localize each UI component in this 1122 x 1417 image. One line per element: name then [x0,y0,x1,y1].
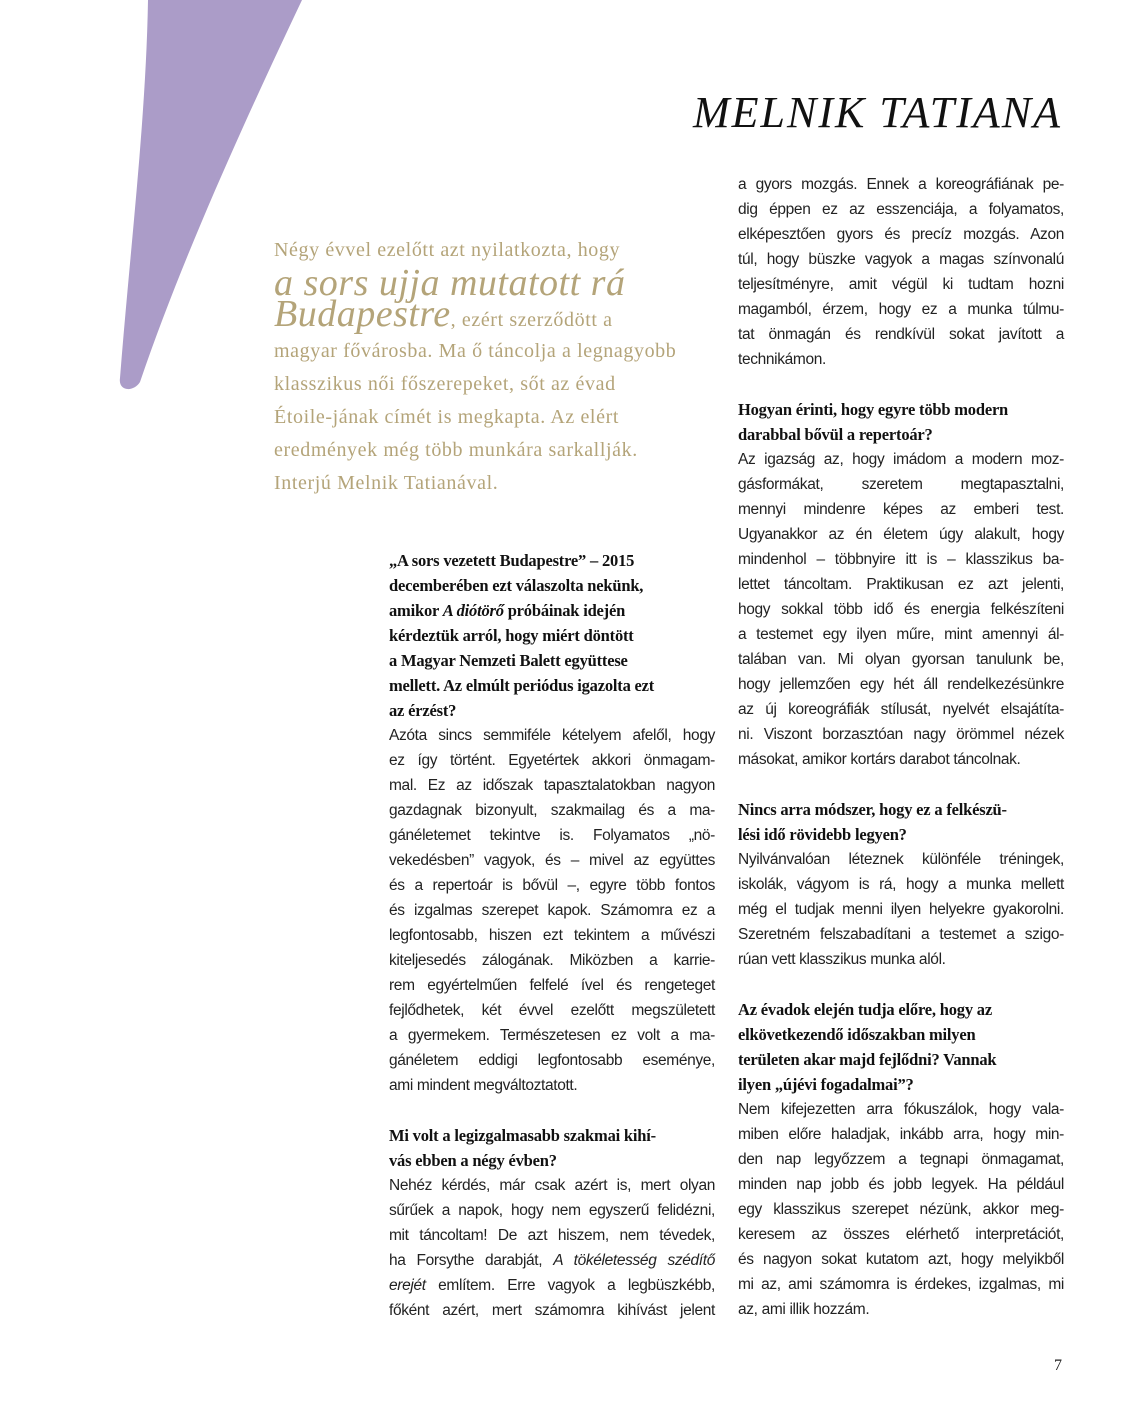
question-line: Az évadok elején tudja előre, hogy az [738,1000,992,1019]
page-title: MELNIK TATIANA [692,88,1062,138]
question-line: mellett. Az elmúlt periódus igazolta ezt [389,676,655,695]
intro-line: Négy évvel ezelőtt azt nyilatkozta, hogy [274,239,621,261]
answer-line [389,1273,715,1298]
answer-line: Az igazság az, hogy imádom a modern moz- [738,451,1064,468]
answer-line: túl, hogy büszke vagyok a magas színvonalú [738,251,1064,268]
article-column-1 [389,548,715,1348]
answer-line: főként azért, mert számomra kihívást jelent [389,1302,715,1319]
question-line: darabbal bővül a repertoár? [738,425,933,444]
qa-block [738,997,1064,1322]
qa-block [389,548,715,1098]
answer-line: Azóta sincs semmiféle kételyem afelől, hogy [389,727,715,744]
answer-line: Nyilvánvalóan léteznek különféle tréningek, [738,851,1064,868]
qa-block [738,172,1064,372]
answer-line: den nap legyőzzem a tegnapi önmagamat, [738,1151,1064,1168]
answer-line: az, ami illik hozzám. [738,1301,870,1318]
answer-line: talában van. Mi olyan gyorsan tanulunk be, [738,651,1064,668]
qa-block [738,397,1064,772]
answer-line: a testemet egy ilyen műre, mint amennyi ál- [738,626,1064,643]
text-segment: amikor [389,601,443,620]
answer-line: Ugyanakkor az én életem úgy alakult, hogy [738,526,1064,543]
answer-line: Nehéz kérdés, már csak azért is, mert olyan [389,1177,715,1194]
answer-line: mal. Ez az időszak tapasztalatokban nagyon [389,777,715,794]
answer-line: az új koreográfiák stílusát, nyelvét elsajátíta- [738,701,1064,718]
intro-rest [274,335,724,500]
intro-highlight: Budapestre [274,293,451,335]
answer-line: minden nap jobb és jobb legyek. Ha például [738,1176,1064,1193]
italic-title: A tökéletesség szédítő [553,1252,715,1269]
question-line: kérdeztük arról, hogy miért döntött [389,626,634,645]
answer-line: gazdagnak bizonyult, szakmailag és a ma- [389,802,715,819]
italic-title: erejét [389,1277,426,1294]
answer-line: Szeretném felszabadítani a testemet a szigo- [738,926,1064,943]
question-line: elkövetkezendő időszakban milyen [738,1025,976,1044]
answer-line: magamból, érzem, hogy ez a munka túlmu- [738,301,1064,318]
answer-line: mindenhol – többnyire itt is – klasszikus ba- [738,551,1064,568]
answer-line: és nagyon sokat kutatom azt, hogy melyikből [738,1251,1064,1268]
answer-line: mi az, ami számomra is érdekes, izgalmas, mi [738,1276,1064,1293]
question-line [389,598,715,623]
decorative-purple-shape [0,0,320,400]
answer-line: és a repertoár is bővül –, egyre több fontos [389,877,715,894]
answer-line: kiteljesedés zálogának. Miközben a karrie- [389,952,715,969]
answer-line: teljesítményre, amit végül ki tudtam hozni [738,276,1064,293]
answer-line: legfontosabb, hiszen ezt tekintem a művészi [389,927,715,944]
answer-line: miben előre haladjak, inkább arra, hogy min- [738,1126,1064,1143]
answer-line: hogy sokkal több idő és energia felkészíteni [738,601,1064,618]
intro-line: klasszikus női főszerepeket, sőt az évad [274,373,616,395]
intro-line: magyar fővárosba. Ma ő táncolja a legnagyobb [274,340,677,362]
intro-line: Interjú Melnik Tatianával. [274,472,499,494]
intro-line [274,293,724,335]
answer-line: ez így történt. Egyetértek akkori önmagam- [389,752,715,769]
answer-line: Nem kifejezetten arra fókuszálok, hogy vala- [738,1101,1064,1118]
question-line: Hogyan érinti, hogy egyre több modern [738,400,1009,419]
answer-line: gásformákat, szeretem megtapasztalni, [738,476,1064,493]
answer-line: rúan vett klasszikus munka alól. [738,951,946,968]
question-line: ilyen „újévi fogadalmai”? [738,1075,914,1094]
intro-highlight: a sors ujja mutatott rá [274,262,626,304]
question-line: lési idő rövidebb legyen? [738,825,907,844]
question-line: Nincs arra módszer, hogy ez a felkészü- [738,800,1007,819]
answer-line: mennyi mindenre képes az emberi test. [738,501,1064,518]
text-segment: ha Forsythe darabját, [389,1252,554,1269]
text-segment: próbáinak idején [503,601,626,620]
answer-line: sűrűek a napok, hogy nem egyszerű felidézni, [389,1202,715,1219]
answer-line: elképesztően gyors és precíz mozgás. Azon [738,226,1064,243]
question-line: decemberében ezt válaszolta nekünk, [389,576,644,595]
answer-line: ni. Viszont borzasztóan nagy örömmel nézek [738,726,1064,743]
answer-line: iskolák, vágyom is rá, hogy a munka mellett [738,876,1064,893]
answer-line: technikámon. [738,351,826,368]
intro-text: , ezért szerződött a [450,309,613,331]
answer-line: tat önmagán és rendkívül sokat javított a [738,326,1064,343]
answer-line: vekedésben” vagyok, és – mivel az együttes [389,852,715,869]
answer-line: gánéletemet tekintve is. Folyamatos „nö- [389,827,715,844]
answer-line: a gyermekem. Természetesen ez volt a ma- [389,1027,715,1044]
answer-line: hogy jellemzően egy hét áll rendelkezésünkre [738,676,1064,693]
answer-line: gánéletem eddigi legfontosabb eseménye, [389,1052,715,1069]
question-line: „A sors vezetett Budapestre” – 2015 [389,551,635,570]
question-line: területen akar majd fejlődni? Vannak [738,1050,997,1069]
answer-line: keresem az összes elérhető interpretációt, [738,1226,1064,1243]
answer-line: dig éppen ez az esszenciája, a folyamatos, [738,201,1064,218]
qa-block [738,797,1064,972]
qa-block [389,1123,715,1323]
answer-line: lettet táncoltam. Praktikusan ez azt jelenti, [738,576,1064,593]
intro-lead [274,234,724,500]
answer-line: rem egyértelműen felfelé ível és rengeteget [389,977,715,994]
question-line: Mi volt a legizgalmasabb szakmai kihí- [389,1126,656,1145]
intro-line: eredmények még több munkára sarkallják. [274,439,638,461]
answer-line: fejlődhetek, két évvel ezelőtt megszületett [389,1002,715,1019]
answer-line: mit táncoltam! De azt hiszem, nem tévedek, [389,1227,715,1244]
page-number: 7 [1054,1357,1062,1374]
text-segment: említem. Erre vagyok a legbüszkébb, [425,1277,715,1294]
answer-line [389,1248,715,1273]
answer-line: egy klasszikus szerepet nézünk, akkor meg- [738,1201,1064,1218]
question-line: a Magyar Nemzeti Balett együttese [389,651,628,670]
answer-line: ami mindent megváltoztatott. [389,1077,578,1094]
answer-line: még el tudjak menni ilyen helyekre gyakorolni. [738,901,1064,918]
article-column-2 [738,172,1064,1347]
question-line: az érzést? [389,701,457,720]
italic-title: A diótörő [442,601,504,620]
answer-line: és izgalmas szerepet kapok. Számomra ez a [389,902,715,919]
answer-line: másokat, amikor kortárs darabot táncolnak. [738,751,1021,768]
question-line: vás ebben a négy évben? [389,1151,557,1170]
intro-line: Étoile-jának címét is megkapta. Az elért [274,406,619,428]
answer-line: a gyors mozgás. Ennek a koreográfiának pe- [738,176,1064,193]
